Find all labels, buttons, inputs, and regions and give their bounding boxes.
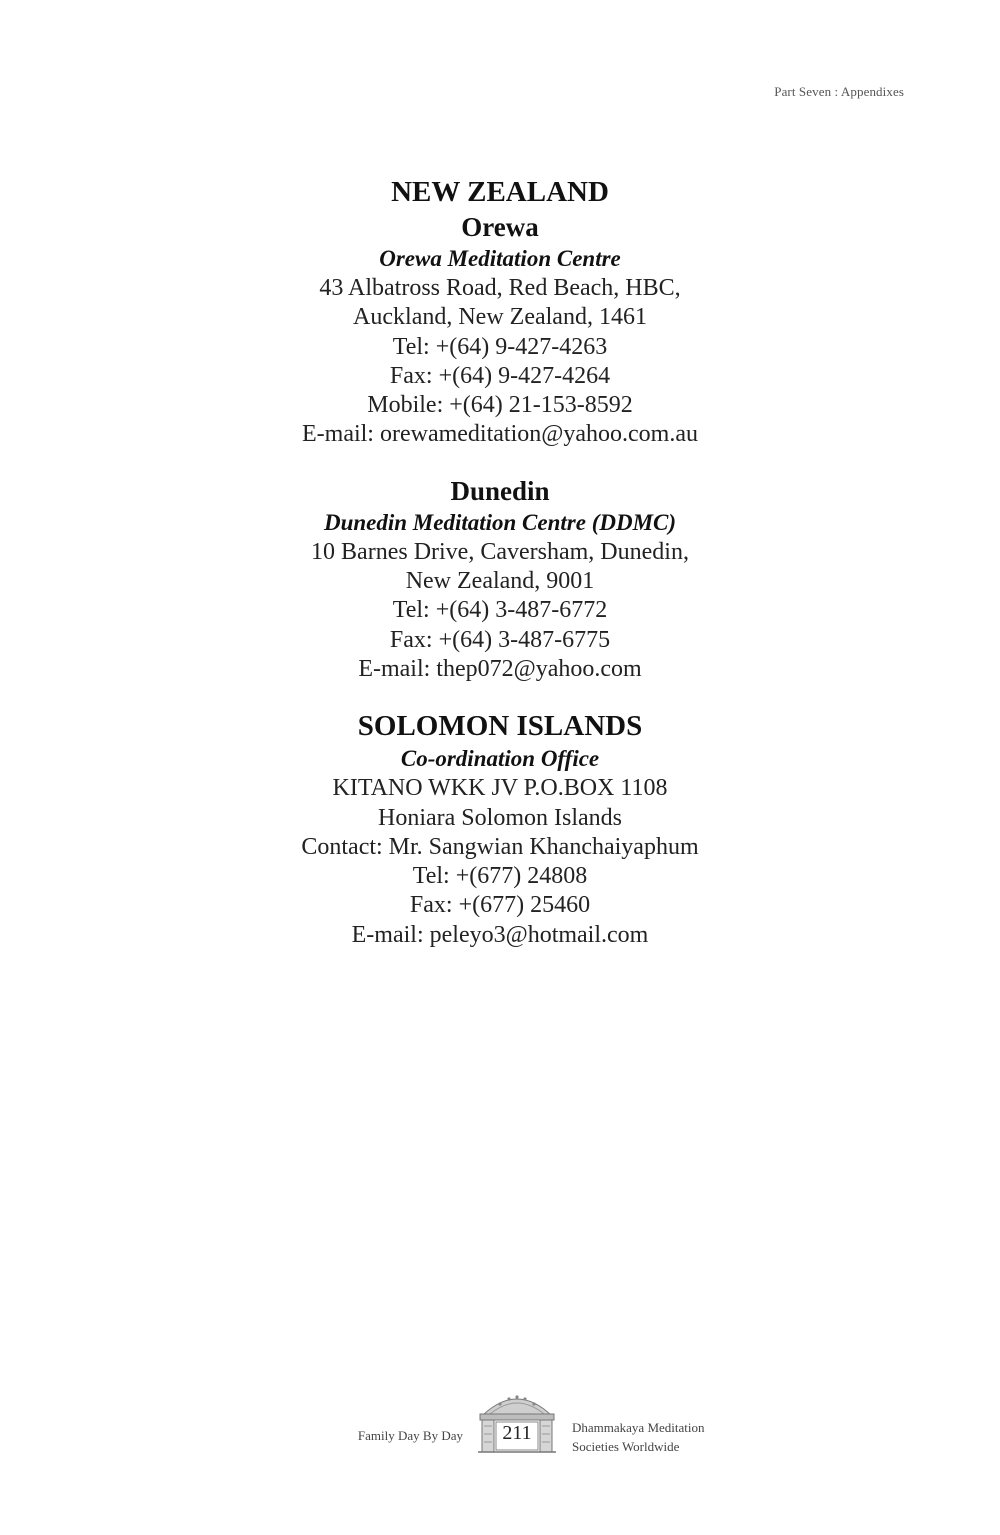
footer-section-line: Dhammakaya Meditation (572, 1420, 705, 1435)
address-line: 10 Barnes Drive, Caversham, Dunedin, (311, 538, 689, 565)
contact-line: Contact: Mr. Sangwian Khanchaiyaphum (301, 833, 699, 860)
fax-line: Fax: +(64) 9-427-4264 (389, 362, 611, 389)
centre-name-dunedin: Dunedin Meditation Centre (DDMC) (323, 509, 677, 535)
country-heading-new-zealand: NEW ZEALAND (391, 176, 609, 208)
page-number: 211 (502, 1422, 532, 1444)
fax-line: Fax: +(677) 25460 (409, 892, 591, 919)
address-line: Auckland, New Zealand, 1461 (353, 304, 647, 331)
address-line: New Zealand, 9001 (405, 568, 595, 595)
directory-content (0, 174, 1000, 974)
city-heading-orewa: Orewa (461, 212, 539, 242)
phone-line: Tel: +(64) 3-487-6772 (392, 597, 608, 624)
city-heading-dunedin: Dunedin (450, 475, 550, 506)
country-heading-solomon-islands: SOLOMON ISLANDS (357, 710, 643, 743)
centre-name-coordination-office: Co-ordination Office (400, 746, 600, 772)
email-line: E-mail: peleyo3@hotmail.com (351, 921, 649, 948)
address-line: Honiara Solomon Islands (378, 804, 622, 831)
mobile-line: Mobile: +(64) 21-153-8592 (367, 392, 633, 419)
running-header: Part Seven : Appendixes (774, 84, 904, 99)
phone-line: Tel: +(64) 9-427-4263 (392, 333, 608, 360)
email-line: E-mail: thep072@yahoo.com (358, 655, 642, 682)
phone-line: Tel: +(677) 24808 (412, 863, 588, 890)
address-line: 43 Albatross Road, Red Beach, HBC, (319, 275, 681, 301)
footer-book-title: Family Day By Day (357, 1428, 463, 1443)
footer-section-line: Societies Worldwide (572, 1439, 680, 1454)
footer-section-title (572, 1418, 705, 1456)
centre-name-orewa: Orewa Meditation Centre (379, 246, 621, 271)
solomon-islands-entry (0, 708, 1000, 950)
address-line: KITANO WKK JV P.O.BOX 1108 (332, 775, 668, 802)
orewa-entry (0, 174, 1000, 450)
email-line: E-mail: orewameditation@yahoo.com.au (302, 421, 698, 448)
dunedin-entry (0, 474, 1000, 684)
fax-line: Fax: +(64) 3-487-6775 (389, 626, 611, 653)
